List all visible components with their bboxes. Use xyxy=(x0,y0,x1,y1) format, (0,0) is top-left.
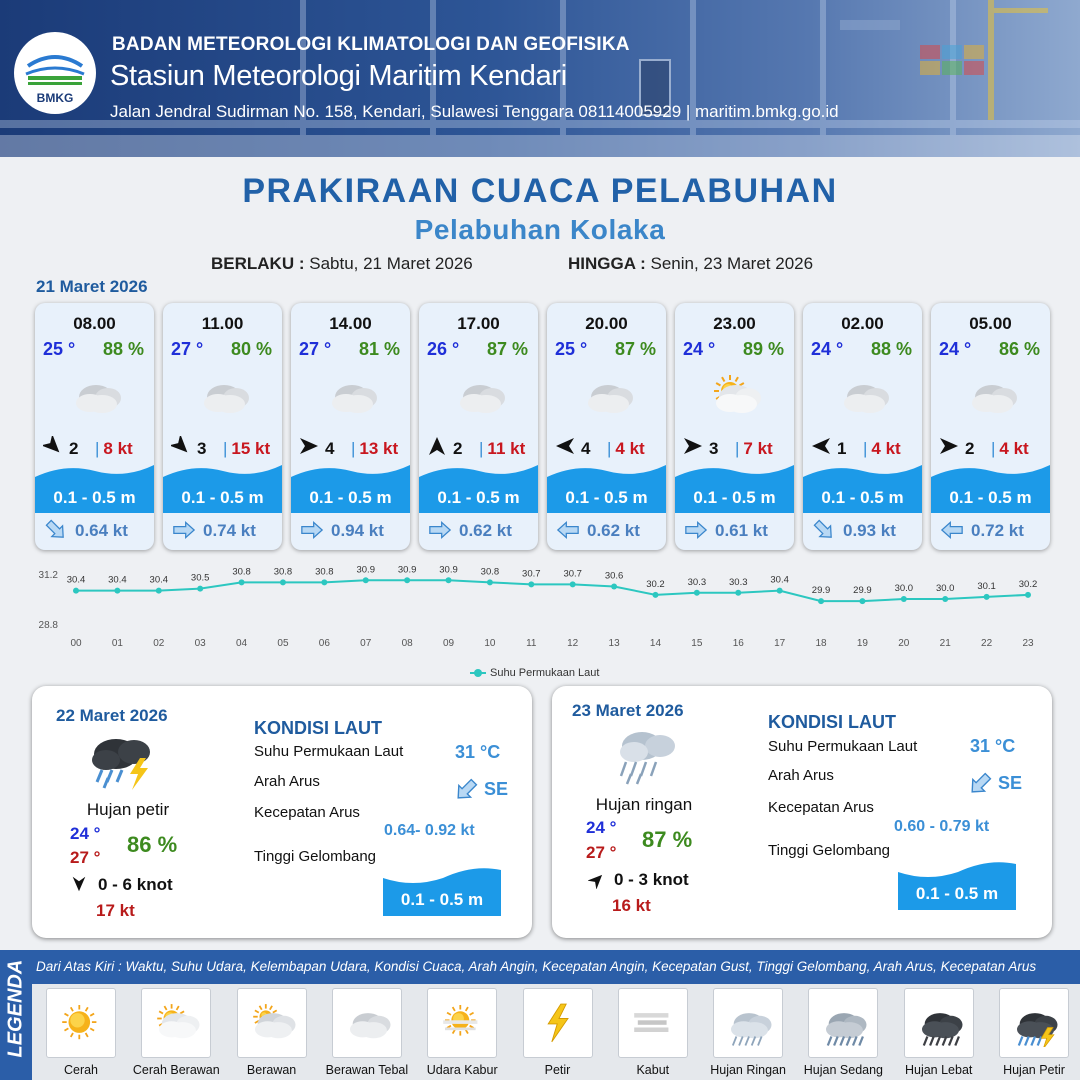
x-tick-label: 20 xyxy=(898,638,910,649)
card-time: 11.00 xyxy=(201,314,244,333)
card-current-speed: 0.62 kt xyxy=(587,521,640,540)
sst-data-label: 30.8 xyxy=(315,566,334,578)
card-wind-speed: 3 xyxy=(709,439,719,458)
valid-from-value: Sabtu, 21 Maret 2026 xyxy=(309,254,473,273)
x-tick-label: 13 xyxy=(608,638,620,649)
legend-item-label: Cerah xyxy=(63,1063,99,1077)
card-temperature: 24 ° xyxy=(683,339,716,359)
sst-data-label: 30.0 xyxy=(935,583,955,594)
sst-data-point xyxy=(487,579,493,585)
card-temperature: 26 ° xyxy=(427,339,460,359)
day2-wave-label: Tinggi Gelombang xyxy=(254,848,377,865)
y-tick-label: 28.8 xyxy=(38,620,58,631)
day3-temp-max: 27 ° xyxy=(586,843,617,862)
current-direction-icon xyxy=(811,519,837,541)
sst-data-point xyxy=(114,588,120,594)
sst-data-label: 29.9 xyxy=(853,585,872,597)
sst-data-label: 30.7 xyxy=(563,568,582,580)
agency-name: BADAN METEOROLOGI KLIMATOLOGI DAN GEOFISIKA xyxy=(112,34,630,55)
sst-data-point xyxy=(984,594,990,600)
card-gust: | 8 kt xyxy=(95,439,133,458)
berawan-tebal-icon xyxy=(959,371,1025,421)
card-gust-value: 13 kt xyxy=(359,439,399,458)
legend-item xyxy=(808,988,878,1058)
legend-item xyxy=(618,988,688,1058)
day2-temp-max: 27 ° xyxy=(70,848,101,867)
wind-direction-icon xyxy=(811,436,831,456)
forecast-card xyxy=(803,303,922,550)
card-gust-value: 4 kt xyxy=(615,439,645,458)
udara-kabur-icon xyxy=(436,999,490,1047)
x-tick-label: 16 xyxy=(732,638,744,649)
legend-item xyxy=(332,988,402,1058)
current-direction-icon xyxy=(427,519,453,541)
day3-current-speed-value: 0.60 - 0.79 kt xyxy=(894,818,990,835)
legend-item-label: Kabut xyxy=(636,1063,670,1077)
sst-data-point xyxy=(735,590,741,596)
day2-gust: 17 kt xyxy=(96,901,135,920)
legend-description: Dari Atas Kiri : Waktu, Suhu Udara, Kelembapan Udara, Kondisi Cuaca, Arah Angin, Kecepatan Angin, Kecepatan Gust, Tinggi Gelombang, Arah Arus, Kecepatan Arus xyxy=(36,959,1037,974)
sst-data-point xyxy=(694,590,700,596)
legend-item xyxy=(237,988,307,1058)
berawan-icon xyxy=(246,999,300,1047)
hujan-petir-icon xyxy=(1008,999,1062,1047)
card-gust: | 4 kt xyxy=(991,439,1029,458)
sst-data-label: 30.0 xyxy=(894,583,914,594)
day2-current-dir-label: Arah Arus xyxy=(254,773,320,790)
berawan-tebal-icon xyxy=(319,371,385,421)
wind-direction-icon xyxy=(555,436,575,456)
day3-wave-value: 0.1 - 0.5 m xyxy=(915,884,999,903)
forecast-card xyxy=(163,303,282,550)
x-tick-label: 22 xyxy=(981,638,993,649)
card-humidity: 87 % xyxy=(486,339,528,359)
current-direction-icon xyxy=(555,519,581,541)
wind-direction-icon xyxy=(683,436,703,456)
kabut-icon xyxy=(627,999,681,1047)
x-tick-label: 07 xyxy=(360,638,372,649)
wind-direction-icon xyxy=(43,436,63,456)
sst-data-point xyxy=(363,577,369,583)
sst-data-label: 30.8 xyxy=(232,566,251,578)
day3-gust: 16 kt xyxy=(612,896,651,915)
forecast-card xyxy=(547,303,666,550)
day3-current-dir-value: SE xyxy=(998,773,1023,793)
card-wind-speed: 4 xyxy=(325,439,335,458)
sst-data-label: 30.4 xyxy=(149,574,169,586)
card-wave-height: 0.1 - 0.5 m xyxy=(565,488,648,507)
sst-data-point xyxy=(1025,592,1031,598)
sst-data-label: 30.2 xyxy=(1018,578,1038,590)
current-direction-icon xyxy=(43,519,69,541)
hujan-sedang-icon xyxy=(817,999,871,1047)
sst-data-label: 30.8 xyxy=(273,566,293,578)
card-temperature: 24 ° xyxy=(939,339,972,359)
card-gust: | 15 kt xyxy=(223,439,271,458)
day2-sst-label: Suhu Permukaan Laut xyxy=(254,743,404,760)
x-tick-label: 02 xyxy=(153,638,165,649)
sst-data-label: 30.2 xyxy=(646,578,665,590)
card-gust-value: 11 kt xyxy=(487,439,526,458)
forecast-card xyxy=(35,303,154,550)
card-humidity: 80 % xyxy=(230,339,272,359)
sst-data-point xyxy=(73,588,79,594)
card-gust-value: 15 kt xyxy=(231,439,271,458)
card-time: 14.00 xyxy=(329,314,372,333)
card-wind-speed: 4 xyxy=(581,439,591,458)
berawan-tebal-icon xyxy=(831,371,897,421)
sst-legend-marker xyxy=(474,669,482,677)
sst-data-label: 30.3 xyxy=(687,576,707,588)
day2-wind-speed: 0 - 6 knot xyxy=(98,875,173,894)
day3-humidity: 87 % xyxy=(642,827,693,852)
day3-date: 23 Maret 2026 xyxy=(572,701,684,720)
station-name: Stasiun Meteorologi Maritim Kendari xyxy=(110,60,567,92)
sst-data-point xyxy=(280,579,286,585)
card-humidity: 86 % xyxy=(998,339,1040,359)
forecast-card xyxy=(419,303,538,550)
card-wind-speed: 3 xyxy=(197,439,207,458)
card-time: 23.00 xyxy=(713,314,756,333)
valid-from xyxy=(211,254,473,274)
legend-item-label: Berawan xyxy=(246,1063,297,1077)
wind-direction-icon xyxy=(939,436,959,456)
day2-current-direction-icon xyxy=(452,778,480,802)
card-gust: | 4 kt xyxy=(863,439,901,458)
day2-panel xyxy=(32,686,532,938)
sst-data-point xyxy=(570,581,576,587)
sst-data-point xyxy=(942,596,948,602)
day2-sst-value: 31 °C xyxy=(455,742,501,762)
day2-current-speed-label: Kecepatan Arus xyxy=(254,804,360,821)
sst-data-point xyxy=(446,577,452,583)
card-time: 05.00 xyxy=(969,314,1012,333)
legend-item-label: Hujan Ringan xyxy=(710,1063,786,1077)
legend-item-label: Hujan Sedang xyxy=(803,1063,883,1077)
day3-sea-heading: KONDISI LAUT xyxy=(768,712,896,732)
valid-to xyxy=(568,254,813,274)
x-tick-label: 14 xyxy=(649,638,662,649)
hujan-ringan-icon xyxy=(604,724,688,790)
day3-wind-direction-icon xyxy=(588,871,606,889)
current-direction-icon xyxy=(939,519,965,541)
sst-data-point xyxy=(652,592,658,598)
card-wave-height: 0.1 - 0.5 m xyxy=(181,488,264,507)
card-wind-speed: 2 xyxy=(453,439,463,458)
legend-item xyxy=(904,988,974,1058)
x-tick-label: 21 xyxy=(939,638,951,649)
card-current-speed: 0.62 kt xyxy=(459,521,512,540)
current-direction-icon xyxy=(299,519,325,541)
sst-data-label: 30.4 xyxy=(770,574,789,586)
sst-legend-label: Suhu Permukaan Laut xyxy=(490,667,600,679)
card-wind-speed: 2 xyxy=(965,439,975,458)
forecast-card xyxy=(931,303,1050,550)
day2-temp-min: 24 ° xyxy=(70,824,101,843)
legend-item xyxy=(523,988,593,1058)
x-tick-label: 08 xyxy=(401,638,413,649)
berawan-tebal-icon xyxy=(575,371,641,421)
x-tick-label: 17 xyxy=(774,638,786,649)
sst-data-point xyxy=(777,588,783,594)
card-wave-height: 0.1 - 0.5 m xyxy=(309,488,392,507)
hujan-petir-icon xyxy=(80,730,164,796)
card-wave-height: 0.1 - 0.5 m xyxy=(53,488,136,507)
legend-item-label: Berawan Tebal xyxy=(325,1063,409,1077)
day3-current-dir-label: Arah Arus xyxy=(768,767,834,784)
day2-sea-heading: KONDISI LAUT xyxy=(254,718,382,738)
legend-title: LEGENDA xyxy=(4,959,27,1058)
sst-data-point xyxy=(901,596,907,602)
wind-direction-icon xyxy=(299,436,319,456)
day2-current-speed-value: 0.64- 0.92 kt xyxy=(384,822,475,839)
day3-current-direction-icon xyxy=(966,772,994,796)
card-current-speed: 0.94 kt xyxy=(331,521,384,540)
sst-data-label: 30.9 xyxy=(356,564,375,576)
card-gust: | 7 kt xyxy=(735,439,773,458)
card-gust-value: 7 kt xyxy=(743,439,773,458)
card-current-speed: 0.93 kt xyxy=(843,521,896,540)
sst-line-chart xyxy=(0,562,1080,682)
day2-date: 22 Maret 2026 xyxy=(56,706,168,725)
x-tick-label: 04 xyxy=(236,638,248,649)
card-gust: | 4 kt xyxy=(607,439,645,458)
sst-data-label: 30.8 xyxy=(480,566,500,578)
x-tick-label: 12 xyxy=(567,638,579,649)
berawan-tebal-icon xyxy=(447,371,513,421)
hujan-lebat-icon xyxy=(913,999,967,1047)
forecast-card xyxy=(291,303,410,550)
legend-title-bar xyxy=(0,950,32,1080)
sst-data-point xyxy=(156,588,162,594)
sst-series-line xyxy=(76,580,1028,601)
sst-data-point xyxy=(404,577,410,583)
card-wave-height: 0.1 - 0.5 m xyxy=(821,488,904,507)
day3-condition: Hujan ringan xyxy=(595,795,693,814)
day2-wind-direction-icon xyxy=(70,875,88,893)
page-title: PRAKIRAAN CUACA PELABUHAN xyxy=(242,172,838,210)
day2-condition: Hujan petir xyxy=(86,800,170,819)
card-gust-value: 4 kt xyxy=(871,439,901,458)
legend-item-label: Petir xyxy=(544,1063,571,1077)
sst-data-label: 29.9 xyxy=(811,585,831,597)
x-tick-label: 01 xyxy=(111,638,123,649)
sst-data-label: 30.9 xyxy=(397,564,417,576)
berawan-tebal-icon xyxy=(63,371,129,421)
card-wave-height: 0.1 - 0.5 m xyxy=(437,488,520,507)
card-current-speed: 0.74 kt xyxy=(203,521,256,540)
card-wave-height: 0.1 - 0.5 m xyxy=(693,488,776,507)
day3-panel xyxy=(552,686,1052,938)
legend-item-label: Hujan Lebat xyxy=(904,1063,973,1077)
legend-item xyxy=(999,988,1069,1058)
card-temperature: 25 ° xyxy=(43,339,76,359)
sst-data-point xyxy=(818,598,824,604)
x-tick-label: 18 xyxy=(815,638,827,649)
x-tick-label: 11 xyxy=(526,638,537,649)
forecast-card xyxy=(675,303,794,550)
day2-humidity: 86 % xyxy=(127,832,178,857)
legend-item-label: Udara Kabur xyxy=(426,1063,498,1077)
legend-item xyxy=(46,988,116,1058)
card-time: 08.00 xyxy=(73,314,116,333)
sst-data-label: 30.3 xyxy=(729,576,748,588)
day3-temp-min: 24 ° xyxy=(586,818,617,837)
x-tick-label: 06 xyxy=(318,638,330,649)
card-gust-value: 4 kt xyxy=(999,439,1029,458)
legend-item xyxy=(141,988,211,1058)
bmkg-logo xyxy=(14,32,96,114)
card-time: 17.00 xyxy=(457,314,500,333)
legend-description-bar xyxy=(32,950,1080,984)
sst-data-point xyxy=(528,581,534,587)
x-tick-label: 15 xyxy=(691,638,703,649)
wind-direction-icon xyxy=(427,436,447,456)
legend-item xyxy=(427,988,497,1058)
day3-sst-label: Suhu Permukaan Laut xyxy=(768,738,918,755)
valid-from-label: BERLAKU : xyxy=(211,254,305,273)
berawan-tebal-icon xyxy=(191,371,257,421)
sst-data-label: 30.5 xyxy=(190,572,210,584)
sst-data-point xyxy=(611,584,617,590)
legend-item-label: Hujan Petir xyxy=(1003,1063,1065,1077)
x-tick-label: 23 xyxy=(1022,638,1034,649)
card-humidity: 81 % xyxy=(358,339,400,359)
cerah-berawan-icon xyxy=(150,999,204,1047)
station-address: Jalan Jendral Sudirman No. 158, Kendari, Sulawesi Tenggara 08114005929 | maritim.bmkg.go.id xyxy=(110,102,839,121)
hujan-ringan-icon xyxy=(722,999,776,1047)
cerah-berawan-icon xyxy=(703,371,769,421)
sst-data-label: 30.6 xyxy=(604,570,624,582)
card-wind-speed: 2 xyxy=(69,439,79,458)
card-current-speed: 0.61 kt xyxy=(715,521,768,540)
card-humidity: 89 % xyxy=(742,339,784,359)
sst-data-point xyxy=(321,579,327,585)
x-tick-label: 05 xyxy=(277,638,289,649)
sst-data-label: 30.9 xyxy=(439,564,458,576)
current-direction-icon xyxy=(683,519,709,541)
sst-data-label: 30.4 xyxy=(66,574,86,586)
day3-current-speed-label: Kecepatan Arus xyxy=(768,799,874,816)
port-name: Pelabuhan Kolaka xyxy=(414,214,666,245)
day3-sst-value: 31 °C xyxy=(970,736,1016,756)
current-direction-icon xyxy=(171,519,197,541)
card-temperature: 27 ° xyxy=(171,339,204,359)
x-tick-label: 10 xyxy=(484,638,496,649)
card-humidity: 87 % xyxy=(614,339,656,359)
card-temperature: 24 ° xyxy=(811,339,844,359)
day2-current-dir-value: SE xyxy=(484,779,509,799)
sst-data-point xyxy=(197,586,203,592)
card-gust: | 11 kt xyxy=(479,439,526,458)
card-temperature: 27 ° xyxy=(299,339,332,359)
legend-item xyxy=(713,988,783,1058)
sst-data-point xyxy=(859,598,865,604)
valid-to-label: HINGGA : xyxy=(568,254,646,273)
card-gust-value: 8 kt xyxy=(103,439,133,458)
legend-item-label: Cerah Berawan xyxy=(132,1063,220,1077)
cerah-icon xyxy=(55,999,109,1047)
day3-wave-label: Tinggi Gelombang xyxy=(768,842,891,859)
sst-data-label: 30.7 xyxy=(522,568,541,580)
x-tick-label: 03 xyxy=(194,638,206,649)
card-wind-speed: 1 xyxy=(837,439,847,458)
x-tick-label: 00 xyxy=(70,638,82,649)
berawan-tebal-icon xyxy=(341,999,395,1047)
wind-direction-icon xyxy=(171,436,191,456)
card-humidity: 88 % xyxy=(102,339,144,359)
card-time: 02.00 xyxy=(841,314,884,333)
svg-text:BMKG: BMKG xyxy=(36,91,74,105)
header-banner xyxy=(0,0,1080,157)
card-current-speed: 0.64 kt xyxy=(75,521,128,540)
x-tick-label: 19 xyxy=(856,638,868,649)
card-temperature: 25 ° xyxy=(555,339,588,359)
card-current-speed: 0.72 kt xyxy=(971,521,1024,540)
x-tick-label: 09 xyxy=(442,638,455,649)
sst-data-label: 30.1 xyxy=(977,580,996,592)
day2-wave-value: 0.1 - 0.5 m xyxy=(400,890,484,909)
card-humidity: 88 % xyxy=(870,339,912,359)
valid-to-value: Senin, 23 Maret 2026 xyxy=(650,254,814,273)
sst-data-point xyxy=(239,579,245,585)
day1-date: 21 Maret 2026 xyxy=(36,277,148,296)
sst-data-label: 30.4 xyxy=(108,574,127,586)
petir-icon xyxy=(532,999,586,1047)
day3-wind-speed: 0 - 3 knot xyxy=(614,870,689,889)
y-tick-label: 31.2 xyxy=(38,570,58,581)
card-time: 20.00 xyxy=(585,314,628,333)
card-wave-height: 0.1 - 0.5 m xyxy=(949,488,1032,507)
card-gust: | 13 kt xyxy=(351,439,399,458)
